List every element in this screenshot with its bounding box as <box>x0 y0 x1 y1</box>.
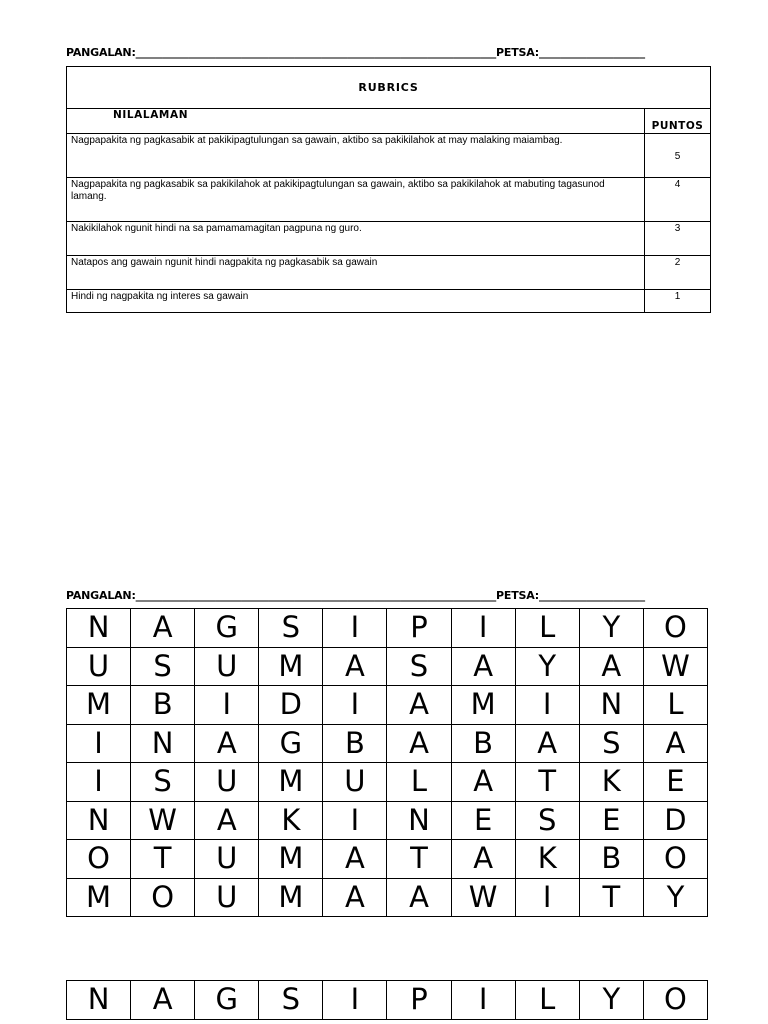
grid-letter-cell: S <box>515 801 579 840</box>
grid-letter-cell: A <box>323 878 387 917</box>
grid-letter-cell: N <box>67 981 131 1020</box>
grid-letter-cell: A <box>387 878 451 917</box>
grid-letter-cell: I <box>67 724 131 763</box>
grid-letter-cell: I <box>451 609 515 648</box>
rubric-criterion: Natapos ang gawain ngunit hindi nagpakita ng pagkasabik sa gawain <box>67 256 645 290</box>
grid-letter-cell: I <box>67 763 131 802</box>
name-date-line-top: PANGALAN:____________________________________________________________________PETSA:____________________ <box>66 46 645 59</box>
grid-letter-cell: Y <box>515 647 579 686</box>
grid-letter-cell: A <box>387 686 451 725</box>
grid-letter-cell: Y <box>579 981 643 1020</box>
grid-letter-cell: S <box>259 609 323 648</box>
grid-letter-cell: G <box>195 981 259 1020</box>
grid-letter-cell: U <box>67 647 131 686</box>
grid-letter-cell: A <box>195 801 259 840</box>
grid-letter-cell: N <box>67 609 131 648</box>
rubric-points: 1 <box>645 290 711 313</box>
grid-row <box>67 878 708 917</box>
grid-letter-cell: Y <box>579 609 643 648</box>
grid-letter-cell: I <box>195 686 259 725</box>
rubrics-table <box>66 66 711 313</box>
grid-letter-cell: I <box>515 686 579 725</box>
rubric-criterion: Nagpapakita ng pagkasabik sa pakikilahok at pakikipagtulungan sa gawain, aktibo sa pakikilahok at mabuting tagasunod lamang. <box>67 178 645 222</box>
grid-letter-cell: M <box>67 878 131 917</box>
grid-letter-cell: U <box>195 840 259 879</box>
grid-row <box>67 647 708 686</box>
grid-letter-cell: I <box>323 801 387 840</box>
grid-letter-cell: K <box>259 801 323 840</box>
grid-letter-cell: O <box>643 840 707 879</box>
grid-letter-cell: A <box>515 724 579 763</box>
grid-letter-cell: O <box>67 840 131 879</box>
grid-letter-cell: B <box>451 724 515 763</box>
grid-letter-cell: O <box>643 609 707 648</box>
grid-letter-cell: L <box>515 981 579 1020</box>
grid-letter-cell: A <box>451 647 515 686</box>
rubrics-title: RUBRICS <box>67 67 711 109</box>
grid-letter-cell: A <box>323 647 387 686</box>
rubric-points: 2 <box>645 256 711 290</box>
grid-letter-cell: N <box>131 724 195 763</box>
grid-letter-cell: K <box>515 840 579 879</box>
name-date-line-bottom: PANGALAN:____________________________________________________________________PETSA:____________________ <box>66 589 645 602</box>
grid-letter-cell: W <box>451 878 515 917</box>
grid-letter-cell: P <box>387 609 451 648</box>
grid-letter-cell: A <box>579 647 643 686</box>
grid-letter-cell: W <box>131 801 195 840</box>
rubric-points: 5 <box>645 134 711 178</box>
grid-letter-cell: A <box>323 840 387 879</box>
grid-letter-cell: S <box>131 647 195 686</box>
grid-letter-cell: N <box>67 801 131 840</box>
rubric-criterion: Nakikilahok ngunit hindi na sa pamamamagitan pagpuna ng guro. <box>67 222 645 256</box>
grid-letter-cell: G <box>195 609 259 648</box>
grid-letter-cell: I <box>515 878 579 917</box>
grid-letter-cell: O <box>131 878 195 917</box>
grid-letter-cell: S <box>131 763 195 802</box>
grid-row <box>67 801 708 840</box>
grid-letter-cell: I <box>323 609 387 648</box>
grid-letter-cell: A <box>643 724 707 763</box>
grid-letter-cell: U <box>195 878 259 917</box>
grid-letter-cell: M <box>259 878 323 917</box>
grid-letter-cell: A <box>451 840 515 879</box>
grid-row <box>67 981 708 1020</box>
grid-row <box>67 724 708 763</box>
grid-letter-cell: M <box>259 647 323 686</box>
grid-letter-cell: D <box>259 686 323 725</box>
grid-letter-cell: M <box>67 686 131 725</box>
grid-letter-cell: I <box>323 981 387 1020</box>
grid-letter-cell: A <box>195 724 259 763</box>
grid-row <box>67 609 708 648</box>
criteria-header: NILALAMAN <box>67 109 645 134</box>
grid-letter-cell: L <box>515 609 579 648</box>
grid-letter-cell: D <box>643 801 707 840</box>
word-search-grid-continued <box>66 980 708 1020</box>
grid-letter-cell: W <box>643 647 707 686</box>
grid-row <box>67 840 708 879</box>
grid-letter-cell: M <box>259 763 323 802</box>
grid-letter-cell: E <box>579 801 643 840</box>
grid-letter-cell: A <box>387 724 451 763</box>
grid-letter-cell: A <box>131 609 195 648</box>
points-header: PUNTOS <box>645 109 711 134</box>
grid-letter-cell: O <box>643 981 707 1020</box>
grid-letter-cell: I <box>451 981 515 1020</box>
grid-letter-cell: T <box>515 763 579 802</box>
grid-letter-cell: A <box>451 763 515 802</box>
rubric-criterion: Hindi ng nagpakita ng interes sa gawain <box>67 290 645 313</box>
grid-letter-cell: I <box>323 686 387 725</box>
grid-letter-cell: M <box>259 840 323 879</box>
grid-letter-cell: U <box>195 647 259 686</box>
grid-letter-cell: S <box>579 724 643 763</box>
grid-letter-cell: T <box>131 840 195 879</box>
rubric-criterion: Nagpapakita ng pagkasabik at pakikipagtulungan sa gawain, aktibo sa pakikilahok at may malaking maiambag. <box>67 134 645 178</box>
grid-letter-cell: G <box>259 724 323 763</box>
grid-letter-cell: B <box>131 686 195 725</box>
grid-letter-cell: K <box>579 763 643 802</box>
grid-letter-cell: L <box>387 763 451 802</box>
grid-letter-cell: T <box>579 878 643 917</box>
grid-letter-cell: A <box>131 981 195 1020</box>
grid-letter-cell: N <box>579 686 643 725</box>
grid-letter-cell: E <box>451 801 515 840</box>
grid-letter-cell: N <box>387 801 451 840</box>
grid-row <box>67 686 708 725</box>
grid-letter-cell: E <box>643 763 707 802</box>
grid-row <box>67 763 708 802</box>
word-search-grid <box>66 608 708 917</box>
grid-letter-cell: Y <box>643 878 707 917</box>
grid-letter-cell: U <box>195 763 259 802</box>
rubric-points: 3 <box>645 222 711 256</box>
grid-letter-cell: S <box>387 647 451 686</box>
grid-letter-cell: L <box>643 686 707 725</box>
grid-letter-cell: M <box>451 686 515 725</box>
grid-letter-cell: P <box>387 981 451 1020</box>
grid-letter-cell: S <box>259 981 323 1020</box>
grid-letter-cell: B <box>579 840 643 879</box>
grid-letter-cell: U <box>323 763 387 802</box>
grid-letter-cell: B <box>323 724 387 763</box>
grid-letter-cell: T <box>387 840 451 879</box>
rubric-points: 4 <box>645 178 711 222</box>
